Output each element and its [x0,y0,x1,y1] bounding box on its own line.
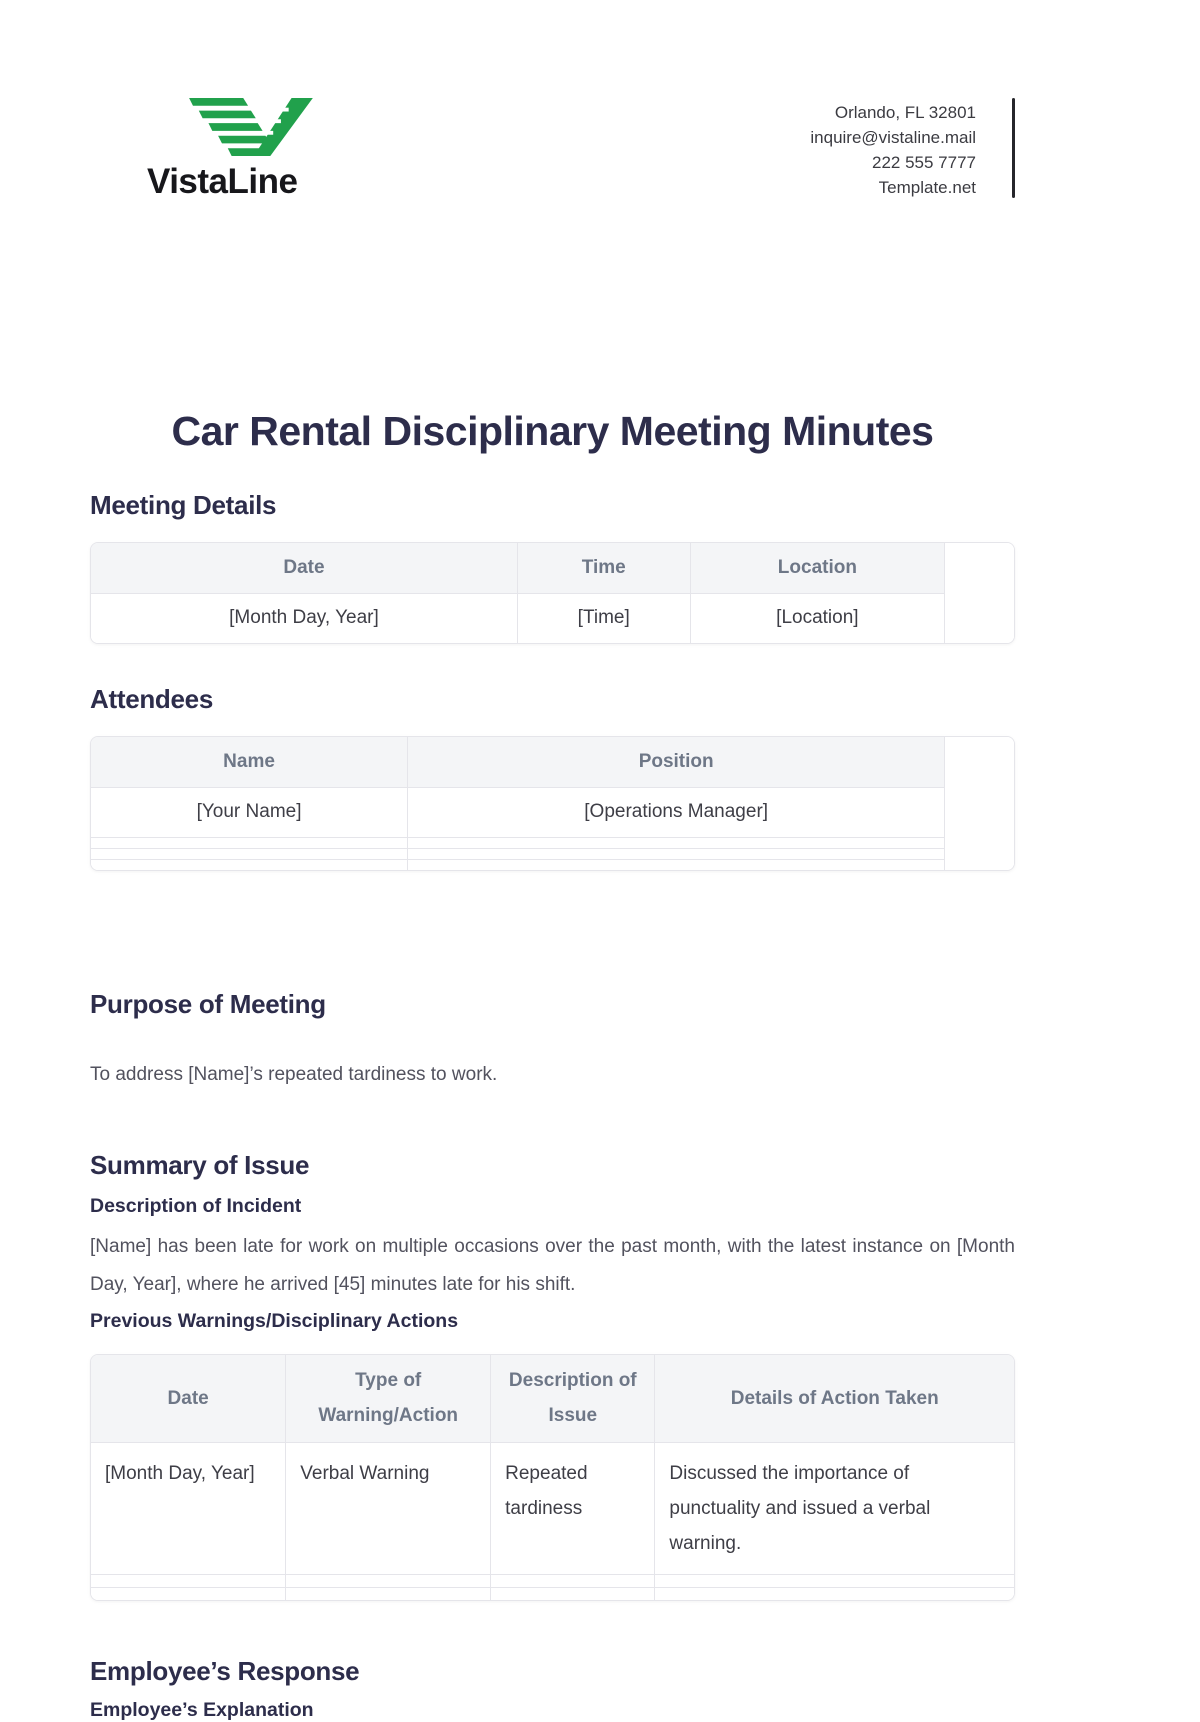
meeting-details-table [90,542,1015,644]
empty-row [91,1587,1014,1600]
attendees-heading: Attendees [90,684,213,714]
column-header-action-taken: Details of Action Taken [655,1355,1014,1442]
page-header [90,98,1015,202]
header-divider [1012,98,1015,198]
contact-phone: 222 555 7777 [872,153,976,172]
empty-column-cell [945,543,1014,643]
employee-explanation-subheading: Employee’s Explanation [90,1699,314,1721]
column-header-warning-type: Type of Warning/Action [286,1355,491,1442]
empty-row [91,848,1014,859]
contact-block [810,98,1015,200]
incident-subheading: Description of Incident [90,1195,302,1217]
cell-action-taken: Discussed the importance of punctuality and issued a verbal warning. [655,1442,1014,1574]
purpose-text: To address [Name]’s repeated tardiness to work. [90,1064,498,1085]
purpose-heading: Purpose of Meeting [90,989,326,1019]
summary-heading: Summary of Issue [90,1150,310,1180]
contact-website: Template.net [878,178,976,197]
attendees-table [90,736,1015,871]
column-header-location: Location [690,543,945,593]
document-title: Car Rental Disciplinary Meeting Minutes [171,408,934,454]
meeting-details-heading: Meeting Details [90,490,277,520]
incident-paragraph: [Name] has been late for work on multiple occasions over the past month, with the latest instance on [Month Day, Year], where he arrived [45] minutes late for his shift. [90,1236,1015,1295]
table-row [91,787,1014,837]
brand-name: VistaLine [147,162,298,201]
table-row [91,593,1014,643]
cell-warning-date: [Month Day, Year] [91,1442,286,1574]
cell-warning-type: Verbal Warning [286,1442,491,1574]
table-header-row [91,1355,1014,1442]
table-header-row [91,737,1014,787]
contact-address: Orlando, FL 32801 [834,103,976,122]
vistaline-wing-icon [175,98,325,156]
employee-response-heading: Employee’s Response [90,1656,360,1686]
empty-column-cell [945,737,1014,870]
empty-row [91,859,1014,870]
column-header-time: Time [517,543,690,593]
table-header-row [91,543,1014,593]
column-header-date: Date [91,543,517,593]
empty-row [91,837,1014,848]
cell-date: [Month Day, Year] [91,593,517,643]
column-header-issue: Description of Issue [491,1355,655,1442]
cell-time: [Time] [517,593,690,643]
cell-issue: Repeated tardiness [491,1442,655,1574]
contact-email: inquire@vistaline.mail [810,128,976,147]
cell-position: [Operations Manager] [408,787,945,837]
table-row [91,1442,1014,1574]
column-header-position: Position [408,737,945,787]
column-header-name: Name [91,737,408,787]
cell-location: [Location] [690,593,945,643]
brand-logo [147,98,325,202]
column-header-date: Date [91,1355,286,1442]
previous-warnings-table [90,1354,1015,1601]
empty-row [91,1574,1014,1587]
warnings-subheading: Previous Warnings/Disciplinary Actions [90,1310,459,1332]
cell-name: [Your Name] [91,787,408,837]
